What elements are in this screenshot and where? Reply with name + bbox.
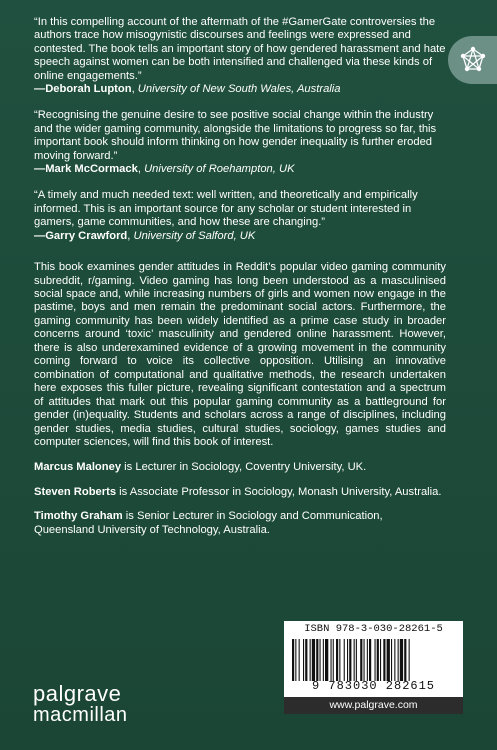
publisher-name-line2: macmillan [33, 704, 128, 726]
barcode-bar [356, 639, 357, 681]
network-logo-badge [448, 36, 497, 84]
barcode-bar [303, 639, 304, 681]
barcode-bar [391, 639, 392, 681]
barcode-bar [336, 639, 338, 681]
author-bio-3 [34, 510, 446, 537]
barcode-bar [360, 639, 362, 681]
barcode-bar [339, 639, 340, 681]
reviewer-name: —Garry Crawford [34, 229, 128, 242]
barcode-bar [369, 639, 371, 681]
barcode-bar [380, 639, 381, 681]
barcode-bar [364, 639, 365, 681]
barcode-bar [383, 639, 385, 681]
reviewer-name: —Deborah Lupton [34, 83, 132, 96]
publisher-name-line1: palgrave [33, 681, 122, 706]
book-description: This book examines gender attitudes in Reddit’s popular video gaming community subreddit, r/gaming. Video gaming has long been understood as a masculinised social space and, while increasing numbers of girls and women now engage in the pastime, boys and men remain the predominant social actors. Furthermore, the gaming community has been widely identified as a prime case study in broader concerns around ‘toxic’ masculinity and gendered online harassment. However, there is also underexamined evidence of a growing movement in the community coming forward to voice its collective opposition. Utilising an innovative combination of computational and qualitative methods, the research undertaken here exposes this fuller picture, revealing significant contestation and a spectrum of attitudes that mark out this popular gaming community as a battleground for gender (in)equality. Students and scholars across a range of disciplines, including gender studies, media studies, cultural studies, sociology, games studies and computer sciences, will find this book of interest. [34, 261, 446, 448]
barcode-bar [295, 639, 296, 681]
cover-text [34, 16, 446, 548]
quote-text: “A timely and much needed text: well written, and theoretically and empirically informed. This is an important source for any scholar or student interested in gamers, game communities, and how these are changing.” [34, 189, 418, 229]
publisher-url: www.palgrave.com [284, 697, 463, 714]
barcode-bar [323, 639, 324, 681]
author-name: Marcus Maloney [34, 461, 122, 474]
barcode-bar [312, 639, 315, 681]
barcode-bar [305, 639, 307, 681]
barcode-bar [409, 639, 410, 681]
barcode-bar [316, 639, 318, 681]
review-quote-1 [34, 16, 446, 96]
author-bio-1 [34, 461, 446, 474]
barcode-bar [310, 639, 311, 681]
author-name: Steven Roberts [34, 485, 117, 498]
barcode-bar [394, 639, 395, 681]
barcode-bar [377, 639, 379, 681]
barcode-bar [398, 639, 399, 681]
network-icon [460, 46, 486, 72]
author-bio-text: is Associate Professor in Sociology, Monash University, Australia. [116, 485, 442, 498]
publisher-logo [33, 683, 128, 725]
barcode-bars [292, 639, 455, 681]
barcode-bar [320, 639, 321, 681]
barcode-bar [354, 639, 355, 681]
barcode-bar [404, 639, 406, 681]
reviewer-name: —Mark McCormack [34, 163, 138, 176]
quote-attribution: —Garry Crawford, University of Salford, UK [34, 229, 256, 242]
quote-text: “In this compelling account of the aftermath of the #GamerGate controversies the authors trace how misogynistic discourses and feelings were expressed and contested. The book tells an important story of how gendered harassment and hate speech against women can be both intensified and challenged via these kinds of online engagements.” [34, 16, 446, 82]
barcode-bar [292, 639, 294, 681]
review-quote-3 [34, 189, 446, 243]
quote-attribution: —Deborah Lupton, University of New South Wales, Australia [34, 83, 341, 96]
barcode-bar [349, 639, 351, 681]
barcode-bar [344, 639, 345, 681]
barcode-bar [299, 639, 300, 681]
barcode-bar [347, 639, 348, 681]
author-bio-2 [34, 486, 446, 499]
barcode-bar [375, 639, 376, 681]
barcode-number: 9 783030 282615 [311, 679, 436, 693]
reviewer-affiliation: University of New South Wales, Australia [137, 83, 341, 96]
reviewer-affiliation: University of Salford, UK [133, 229, 256, 242]
isbn-label: ISBN 978-3-030-28261-5 [304, 623, 443, 635]
barcode-bar [325, 639, 328, 681]
barcode-bar [387, 639, 390, 681]
reviewer-affiliation: University of Roehampton, UK [144, 163, 295, 176]
barcode-bar [367, 639, 368, 681]
review-quote-2 [34, 109, 446, 176]
quote-attribution: —Mark McCormack, University of Roehampton, UK [34, 163, 295, 176]
author-name: Timothy Graham [34, 510, 123, 523]
barcode-bar [400, 639, 403, 681]
barcode-bar [331, 639, 332, 681]
barcode-bar [333, 639, 334, 681]
author-bio-text: is Lecturer in Sociology, Coventry University, UK. [121, 461, 367, 474]
quote-text: “Recognising the genuine desire to see positive social change within the industry and the wider gaming community, alongside the limitations to progress so far, this important book should inform thinking on how gender inequality is further eroded moving forward.” [34, 109, 437, 162]
author-bio-text: is Senior Lecturer in Sociology and Communication, Queensland University of Technology, Australia. [34, 510, 383, 536]
